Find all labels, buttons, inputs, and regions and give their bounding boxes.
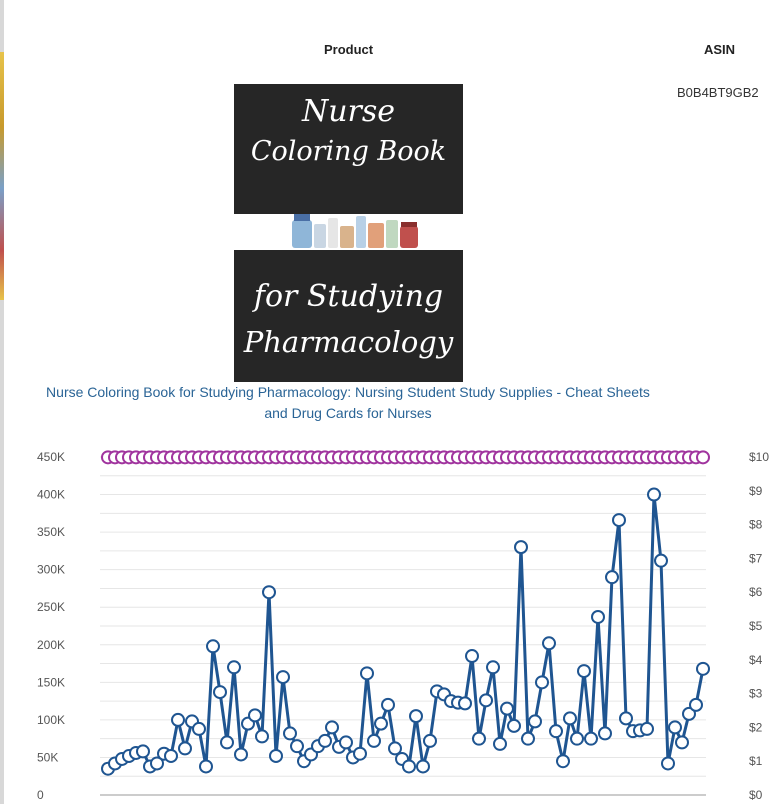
- series-0-point: [676, 736, 688, 748]
- series-0-point: [291, 740, 303, 752]
- series-0-point: [564, 712, 576, 724]
- series-0-point: [529, 715, 541, 727]
- series-0-point: [270, 750, 282, 762]
- series-0-point: [256, 730, 268, 742]
- cover-band: [234, 214, 463, 250]
- series-0-point: [361, 667, 373, 679]
- series-0-point: [403, 760, 415, 772]
- left-tick-label: 250K: [37, 600, 66, 615]
- left-axis-ticks: [37, 450, 65, 802]
- left-tick-label: 450K: [37, 450, 66, 464]
- series-0-point: [382, 699, 394, 711]
- right-tick-label: $6: [749, 585, 763, 600]
- series-0-point: [508, 720, 520, 732]
- series-0-point: [648, 489, 660, 501]
- series-0-point: [655, 555, 667, 567]
- series-0-point: [599, 727, 611, 739]
- cover-line-3: for Studying: [253, 279, 444, 314]
- series-0-point: [410, 710, 422, 722]
- series-0-point: [340, 736, 352, 748]
- series-0-point: [200, 760, 212, 772]
- left-tick-label: 100K: [37, 712, 66, 727]
- left-tick-label: 350K: [37, 525, 66, 540]
- series-0-point: [221, 736, 233, 748]
- series-0-point: [326, 721, 338, 733]
- product-title-link[interactable]: Nurse Coloring Book for Studying Pharmacology: Nursing Student Study Supplies - Cheat Sheets and Drug Cards for Nurses: [46, 384, 650, 421]
- series-0-point: [550, 725, 562, 737]
- series-0-point: [592, 611, 604, 623]
- left-tick-label: 300K: [37, 562, 66, 577]
- right-tick-label: $3: [749, 686, 763, 701]
- medicine-bottles-icon: [234, 214, 463, 250]
- series-0-point: [235, 748, 247, 760]
- series-0-point: [375, 718, 387, 730]
- right-tick-label: $1: [749, 754, 763, 769]
- right-axis-ticks: [749, 450, 769, 802]
- right-tick-label: $5: [749, 619, 763, 633]
- series-0-point: [207, 640, 219, 652]
- chart-grid: [100, 457, 706, 795]
- series-0-point: [368, 735, 380, 747]
- series-0-point: [620, 712, 632, 724]
- series-0-point: [179, 742, 191, 754]
- series-0-point: [543, 637, 555, 649]
- right-tick-label: $7: [749, 551, 763, 566]
- chart-series: [102, 451, 709, 774]
- left-tick-label: 200K: [37, 637, 66, 652]
- series-0-point: [424, 735, 436, 747]
- series-0-point: [354, 748, 366, 760]
- series-0-point: [249, 709, 261, 721]
- right-tick-label: $8: [749, 517, 763, 532]
- series-1-point: [697, 451, 709, 463]
- product-column-header: Product: [324, 42, 374, 57]
- series-0-point: [494, 738, 506, 750]
- series-0-point: [466, 650, 478, 662]
- series-0-point: [522, 733, 534, 745]
- series-0-point: [697, 663, 709, 675]
- series-0-point: [487, 661, 499, 673]
- series-0-point: [669, 721, 681, 733]
- series-0-point: [480, 694, 492, 706]
- series-0-point: [501, 703, 513, 715]
- series-0-point: [557, 755, 569, 767]
- series-0-point: [571, 733, 583, 745]
- right-tick-label: $0: [749, 788, 763, 802]
- product-cover-image[interactable]: [234, 84, 463, 382]
- cover-line-4: Pharmacology: [243, 325, 454, 359]
- series-0-point: [578, 665, 590, 677]
- sales-rank-price-chart: [0, 440, 781, 804]
- cover-line-1: Nurse: [301, 94, 396, 129]
- series-0-point: [515, 541, 527, 553]
- left-tick-label: 150K: [37, 675, 66, 690]
- right-tick-label: $4: [749, 652, 763, 667]
- series-0-point: [690, 699, 702, 711]
- series-0-point: [228, 661, 240, 673]
- cover-line-2: Coloring Book: [250, 136, 447, 167]
- series-0-point: [284, 727, 296, 739]
- series-0-point: [277, 671, 289, 683]
- series-0-point: [536, 676, 548, 688]
- series-0-point: [417, 760, 429, 772]
- series-0-point: [263, 586, 275, 598]
- series-0-point: [193, 723, 205, 735]
- series-0-point: [606, 571, 618, 583]
- right-tick-label: $2: [749, 720, 763, 735]
- series-0-point: [585, 733, 597, 745]
- series-0-point: [137, 745, 149, 757]
- series-0-point: [172, 714, 184, 726]
- series-0-point: [641, 723, 653, 735]
- series-0-point: [459, 697, 471, 709]
- series-0-point: [473, 733, 485, 745]
- series-0-point: [319, 735, 331, 747]
- left-tick-label: 400K: [37, 487, 66, 502]
- series-0-point: [214, 686, 226, 698]
- asin-column-header: ASIN: [704, 42, 736, 57]
- series-0-point: [613, 514, 625, 526]
- asin-value: B0B4BT9GB2: [677, 85, 759, 100]
- series-0-point: [662, 757, 674, 769]
- left-tick-label: 50K: [37, 750, 59, 765]
- left-tick-label: 0: [37, 788, 44, 802]
- right-tick-label: $10: [749, 450, 770, 464]
- series-0-point: [165, 750, 177, 762]
- right-tick-label: $9: [749, 483, 763, 498]
